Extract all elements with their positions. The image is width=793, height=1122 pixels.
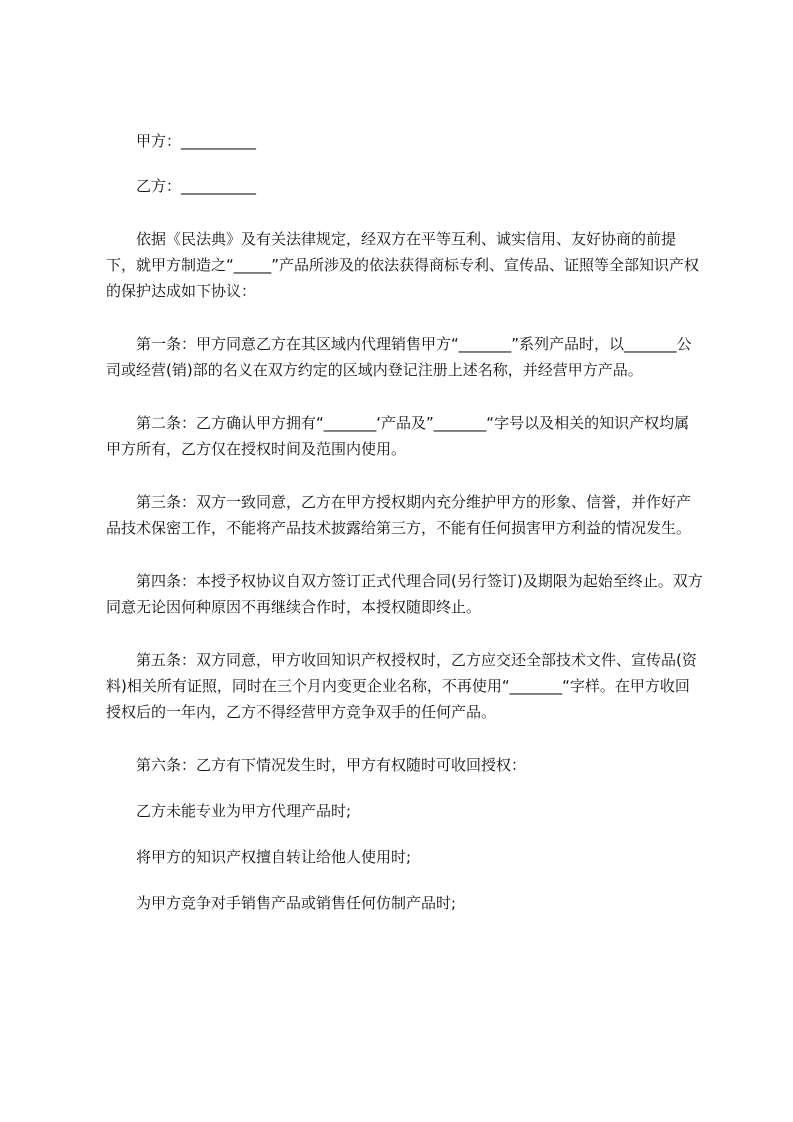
agreement-body: [106, 128, 704, 916]
condition-item: 将甲方的知识产权擅自转让给他人使用时;: [136, 848, 412, 866]
party-a-line: 甲方：__________: [136, 132, 257, 150]
article-4: 第四条：本授予权协议自双方签订正式代理合同(另行签订)及期限为起始至终止。双方同意无论因何种原因不再继续合作时，本授权随即终止。: [106, 572, 703, 616]
preamble-paragraph: 依据《民法典》及有关法律规定，经双方在平等互利、诚实信用、友好协商的前提下，就甲方制造之“_____”产品所涉及的依法获得商标专利、宣传品、证照等全部知识产权的保护达成如下协议：: [106, 230, 700, 300]
article-1: 第一条：甲方同意乙方在其区域内代理销售甲方“_______”系列产品时，以_______公司或经营(销)部的名义在双方约定的区域内登记注册上述名称，并经营甲方产品。: [106, 335, 692, 379]
article-5: 第五条：双方同意，甲方收回知识产权授权时，乙方应交还全部技术文件、宣传品(资料)相关所有证照，同时在三个月内变更企业名称，不再使用“_______“字样。在甲方收回授权后的一年内，乙方不得经营甲方竞争双手的任何产品。: [106, 651, 697, 721]
condition-item: 为甲方竞争对手销售产品或销售任何仿制产品时;: [136, 894, 457, 912]
article-6: 第六条：乙方有下情况发生时，甲方有权随时可收回授权：: [136, 756, 527, 774]
party-b-line: 乙方：__________: [136, 177, 257, 195]
article-3: 第三条：双方一致同意，乙方在甲方授权期内充分维护甲方的形象、信誉，并作好产品技术保密工作，不能将产品技术披露给第三方，不能有任何损害甲方利益的情况发生。: [106, 493, 692, 537]
article-2: 第二条：乙方确认甲方拥有“_______‘产品及”_______“字号以及相关的知识产权均属甲方所有，乙方仅在授权时间及范围内使用。: [106, 414, 690, 458]
condition-item: 乙方未能专业为甲方代理产品时;: [136, 802, 352, 820]
